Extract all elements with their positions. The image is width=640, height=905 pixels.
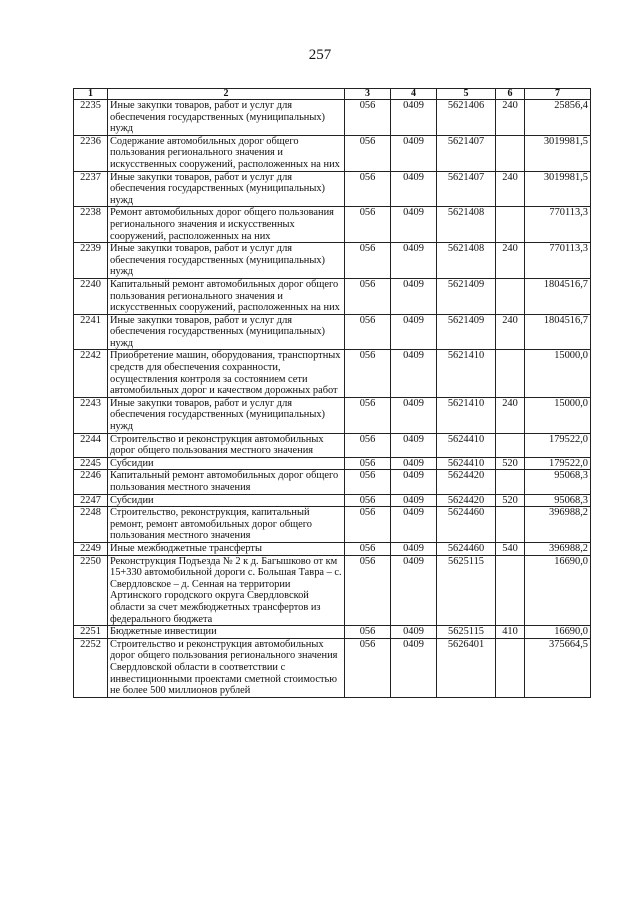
table-row <box>74 470 591 494</box>
item-name: Субсидии <box>108 494 345 507</box>
section-code: 0409 <box>391 100 437 136</box>
ministry-code: 056 <box>345 135 391 171</box>
row-number: 2243 <box>74 397 108 433</box>
section-code: 0409 <box>391 207 437 243</box>
expense-type-code <box>496 555 525 626</box>
section-code: 0409 <box>391 507 437 543</box>
target-code: 5624410 <box>437 433 496 457</box>
row-number: 2237 <box>74 171 108 207</box>
amount: 15000,0 <box>525 397 591 433</box>
table-row <box>74 626 591 639</box>
target-code: 5621409 <box>437 278 496 314</box>
row-number: 2251 <box>74 626 108 639</box>
expense-type-code <box>496 135 525 171</box>
amount: 770113,3 <box>525 207 591 243</box>
item-name: Иные закупки товаров, работ и услуг для обеспечения государственных (муниципальных) нужд <box>108 243 345 279</box>
amount: 179522,0 <box>525 433 591 457</box>
target-code: 5625115 <box>437 555 496 626</box>
amount: 3019981,5 <box>525 171 591 207</box>
target-code: 5621410 <box>437 397 496 433</box>
target-code: 5621407 <box>437 135 496 171</box>
table-row <box>74 350 591 397</box>
table-row <box>74 507 591 543</box>
row-number: 2244 <box>74 433 108 457</box>
ministry-code: 056 <box>345 397 391 433</box>
expense-type-code: 240 <box>496 171 525 207</box>
table-row <box>74 638 591 697</box>
item-name: Строительство и реконструкция автомобильных дорог общего пользования регионального значения Свердловской области в соответствии с инвестиционными проектами сметной стоимостью не более 500 миллионов рублей <box>108 638 345 697</box>
amount: 95068,3 <box>525 470 591 494</box>
expense-type-code <box>496 433 525 457</box>
section-code: 0409 <box>391 314 437 350</box>
item-name: Иные закупки товаров, работ и услуг для обеспечения государственных (муниципальных) нужд <box>108 397 345 433</box>
table-row <box>74 433 591 457</box>
ministry-code: 056 <box>345 278 391 314</box>
table-row <box>74 494 591 507</box>
row-number: 2238 <box>74 207 108 243</box>
section-code: 0409 <box>391 457 437 470</box>
row-number: 2235 <box>74 100 108 136</box>
ministry-code: 056 <box>345 100 391 136</box>
expense-type-code: 410 <box>496 626 525 639</box>
section-code: 0409 <box>391 278 437 314</box>
column-header: 5 <box>437 89 496 100</box>
item-name: Ремонт автомобильных дорог общего пользования регионального значения и искусственных сооружений, расположенных на них <box>108 207 345 243</box>
row-number: 2240 <box>74 278 108 314</box>
ministry-code: 056 <box>345 207 391 243</box>
table-row <box>74 100 591 136</box>
amount: 396988,2 <box>525 507 591 543</box>
target-code: 5621407 <box>437 171 496 207</box>
expense-type-code: 520 <box>496 494 525 507</box>
row-number: 2239 <box>74 243 108 279</box>
target-code: 5625115 <box>437 626 496 639</box>
target-code: 5621408 <box>437 207 496 243</box>
column-header: 1 <box>74 89 108 100</box>
amount: 179522,0 <box>525 457 591 470</box>
item-name: Содержание автомобильных дорог общего пользования регионального значения и искусственных сооружений, расположенных на них <box>108 135 345 171</box>
amount: 16690,0 <box>525 626 591 639</box>
target-code: 5624460 <box>437 542 496 555</box>
item-name: Строительство и реконструкция автомобильных дорог общего пользования местного значения <box>108 433 345 457</box>
amount: 770113,3 <box>525 243 591 279</box>
ministry-code: 056 <box>345 243 391 279</box>
amount: 396988,2 <box>525 542 591 555</box>
section-code: 0409 <box>391 433 437 457</box>
section-code: 0409 <box>391 135 437 171</box>
amount: 16690,0 <box>525 555 591 626</box>
budget-table <box>73 88 591 698</box>
section-code: 0409 <box>391 494 437 507</box>
row-number: 2248 <box>74 507 108 543</box>
table-row <box>74 135 591 171</box>
section-code: 0409 <box>391 638 437 697</box>
ministry-code: 056 <box>345 542 391 555</box>
expense-type-code <box>496 507 525 543</box>
row-number: 2247 <box>74 494 108 507</box>
table-row <box>74 542 591 555</box>
target-code: 5621408 <box>437 243 496 279</box>
item-name: Строительство, реконструкция, капитальный ремонт, ремонт автомобильных дорог общего пользования местного значения <box>108 507 345 543</box>
ministry-code: 056 <box>345 638 391 697</box>
item-name: Субсидии <box>108 457 345 470</box>
expense-type-code <box>496 207 525 243</box>
row-number: 2242 <box>74 350 108 397</box>
item-name: Иные закупки товаров, работ и услуг для обеспечения государственных (муниципальных) нужд <box>108 171 345 207</box>
table-row <box>74 457 591 470</box>
table-row <box>74 314 591 350</box>
item-name: Иные межбюджетные трансферты <box>108 542 345 555</box>
ministry-code: 056 <box>345 626 391 639</box>
expense-type-code <box>496 470 525 494</box>
section-code: 0409 <box>391 555 437 626</box>
target-code: 5624460 <box>437 507 496 543</box>
table-row <box>74 243 591 279</box>
expense-type-code: 520 <box>496 457 525 470</box>
target-code: 5624420 <box>437 494 496 507</box>
section-code: 0409 <box>391 243 437 279</box>
expense-type-code: 240 <box>496 100 525 136</box>
ministry-code: 056 <box>345 171 391 207</box>
section-code: 0409 <box>391 397 437 433</box>
item-name: Иные закупки товаров, работ и услуг для обеспечения государственных (муниципальных) нужд <box>108 314 345 350</box>
amount: 375664,5 <box>525 638 591 697</box>
item-name: Иные закупки товаров, работ и услуг для обеспечения государственных (муниципальных) нужд <box>108 100 345 136</box>
expense-type-code <box>496 638 525 697</box>
header-row <box>74 89 591 100</box>
item-name: Реконструкция Подъезда № 2 к д. Багышково от км 15+330 автомобильной дороги с. Большая Тавра – с. Свердловское – д. Сенная на территории Артинского городского округа Свердловской области за счет межбюджетных трансфертов из федерального бюджета <box>108 555 345 626</box>
row-number: 2241 <box>74 314 108 350</box>
item-name: Приобретение машин, оборудования, транспортных средств для обеспечения сохранности, осуществления контроля за состоянием сети автомобильных дорог и качеством дорожных работ <box>108 350 345 397</box>
expense-type-code: 240 <box>496 243 525 279</box>
target-code: 5621406 <box>437 100 496 136</box>
item-name: Бюджетные инвестиции <box>108 626 345 639</box>
expense-type-code: 240 <box>496 397 525 433</box>
amount: 1804516,7 <box>525 278 591 314</box>
ministry-code: 056 <box>345 433 391 457</box>
section-code: 0409 <box>391 626 437 639</box>
ministry-code: 056 <box>345 494 391 507</box>
ministry-code: 056 <box>345 555 391 626</box>
ministry-code: 056 <box>345 470 391 494</box>
table-row <box>74 555 591 626</box>
section-code: 0409 <box>391 171 437 207</box>
column-header: 6 <box>496 89 525 100</box>
row-number: 2236 <box>74 135 108 171</box>
amount: 95068,3 <box>525 494 591 507</box>
expense-type-code: 540 <box>496 542 525 555</box>
section-code: 0409 <box>391 470 437 494</box>
row-number: 2250 <box>74 555 108 626</box>
column-header: 2 <box>108 89 345 100</box>
table-row <box>74 278 591 314</box>
ministry-code: 056 <box>345 314 391 350</box>
column-header: 4 <box>391 89 437 100</box>
column-header: 7 <box>525 89 591 100</box>
section-code: 0409 <box>391 542 437 555</box>
amount: 25856,4 <box>525 100 591 136</box>
item-name: Капитальный ремонт автомобильных дорог общего пользования регионального значения и искусственных сооружений, расположенных на них <box>108 278 345 314</box>
target-code: 5624420 <box>437 470 496 494</box>
amount: 3019981,5 <box>525 135 591 171</box>
column-header: 3 <box>345 89 391 100</box>
table-row <box>74 207 591 243</box>
expense-type-code <box>496 278 525 314</box>
target-code: 5621409 <box>437 314 496 350</box>
ministry-code: 056 <box>345 457 391 470</box>
table-row <box>74 171 591 207</box>
row-number: 2246 <box>74 470 108 494</box>
expense-type-code: 240 <box>496 314 525 350</box>
row-number: 2249 <box>74 542 108 555</box>
row-number: 2252 <box>74 638 108 697</box>
amount: 1804516,7 <box>525 314 591 350</box>
ministry-code: 056 <box>345 350 391 397</box>
item-name: Капитальный ремонт автомобильных дорог общего пользования местного значения <box>108 470 345 494</box>
row-number: 2245 <box>74 457 108 470</box>
expense-type-code <box>496 350 525 397</box>
target-code: 5626401 <box>437 638 496 697</box>
amount: 15000,0 <box>525 350 591 397</box>
section-code: 0409 <box>391 350 437 397</box>
target-code: 5624410 <box>437 457 496 470</box>
table-row <box>74 397 591 433</box>
ministry-code: 056 <box>345 507 391 543</box>
target-code: 5621410 <box>437 350 496 397</box>
page-number: 257 <box>308 47 332 63</box>
